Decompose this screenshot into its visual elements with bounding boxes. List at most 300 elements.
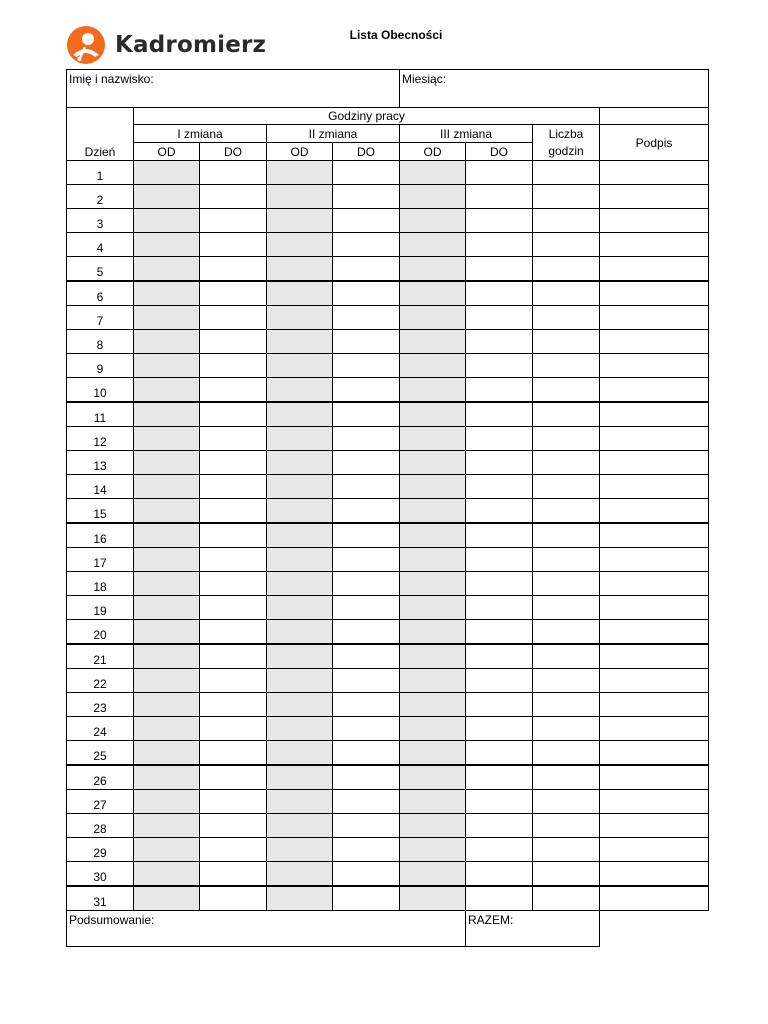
shift-1-to-cell[interactable] <box>200 330 267 354</box>
summary-row <box>67 911 709 947</box>
shift-3-from-cell[interactable] <box>400 306 466 330</box>
signature-cell[interactable] <box>600 233 709 257</box>
day-number: 7 <box>67 306 134 330</box>
shift-1-to-cell[interactable] <box>200 862 267 887</box>
shift-3-from-cell[interactable] <box>400 862 466 887</box>
shift-2-from-cell[interactable] <box>267 306 333 330</box>
shift-1-from-cell[interactable] <box>134 669 200 693</box>
shift-3-to-cell[interactable] <box>466 161 533 185</box>
day-row <box>67 354 709 378</box>
shift-3-from-cell[interactable] <box>400 499 466 524</box>
shift-1-to-cell[interactable] <box>200 548 267 572</box>
shift-2-to-cell[interactable] <box>333 717 400 741</box>
signature-cell[interactable] <box>600 427 709 451</box>
hours-count-cell[interactable] <box>533 596 600 620</box>
shift-1-to-cell[interactable] <box>200 596 267 620</box>
signature-cell[interactable] <box>600 451 709 475</box>
name-label: Imię i nazwisko: <box>69 72 154 86</box>
summary-field[interactable] <box>67 911 466 947</box>
day-row <box>67 693 709 717</box>
shift-1-from-cell[interactable] <box>134 209 200 233</box>
hours-count-cell[interactable] <box>533 427 600 451</box>
shift-1-to-cell[interactable] <box>200 620 267 645</box>
shift-2-to-cell[interactable] <box>333 765 400 790</box>
shift-1-from-cell[interactable] <box>134 185 200 209</box>
day-header: Dzień <box>67 108 134 161</box>
shift-3-to-cell[interactable] <box>466 596 533 620</box>
day-row <box>67 669 709 693</box>
shift-2-from-cell[interactable] <box>267 838 333 862</box>
day-number: 9 <box>67 354 134 378</box>
signature-cell[interactable] <box>600 281 709 306</box>
shift-2-from-cell[interactable] <box>267 475 333 499</box>
shift-2-from-cell[interactable] <box>267 427 333 451</box>
shift-3-from-cell[interactable] <box>400 596 466 620</box>
day-row <box>67 790 709 814</box>
month-field[interactable] <box>400 70 709 108</box>
shift-2-to-cell[interactable] <box>333 572 400 596</box>
signature-cell[interactable] <box>600 620 709 645</box>
shift-1-to-cell[interactable] <box>200 185 267 209</box>
shift-1-from-cell[interactable] <box>134 354 200 378</box>
shift-1-from-cell[interactable] <box>134 862 200 887</box>
shift-1-from-cell[interactable] <box>134 644 200 669</box>
shift-2-to-header: DO <box>333 143 400 161</box>
work-hours-header: Godziny pracy <box>134 108 600 125</box>
day-row <box>67 257 709 282</box>
shift-3-to-cell[interactable] <box>466 741 533 766</box>
shift-1-to-cell[interactable] <box>200 306 267 330</box>
day-number: 16 <box>67 523 134 548</box>
shift-3-from-cell[interactable] <box>400 402 466 427</box>
shift-1-to-cell[interactable] <box>200 475 267 499</box>
hours-count-cell[interactable] <box>533 499 600 524</box>
shift-2-to-cell[interactable] <box>333 209 400 233</box>
shift-3-from-cell[interactable] <box>400 717 466 741</box>
shift-2-to-cell[interactable] <box>333 475 400 499</box>
shift-1-from-cell[interactable] <box>134 451 200 475</box>
shift-3-to-cell[interactable] <box>466 765 533 790</box>
shift-3-to-cell[interactable] <box>466 402 533 427</box>
signature-cell[interactable] <box>600 741 709 766</box>
signature-cell[interactable] <box>600 572 709 596</box>
shift-3-to-cell[interactable] <box>466 427 533 451</box>
shift-2-to-cell[interactable] <box>333 669 400 693</box>
shift-3-from-cell[interactable] <box>400 354 466 378</box>
hours-count-cell[interactable] <box>533 378 600 403</box>
header-blank <box>600 108 709 125</box>
shift-2-from-cell[interactable] <box>267 354 333 378</box>
shift-3-to-cell[interactable] <box>466 886 533 911</box>
shift-2-to-cell[interactable] <box>333 548 400 572</box>
shift-1-to-cell[interactable] <box>200 765 267 790</box>
shift-1-to-cell[interactable] <box>200 693 267 717</box>
shift-2-from-cell[interactable] <box>267 765 333 790</box>
shift-2-to-cell[interactable] <box>333 427 400 451</box>
shift-1-from-cell[interactable] <box>134 523 200 548</box>
shift-2-to-cell[interactable] <box>333 523 400 548</box>
shift-3-from-cell[interactable] <box>400 572 466 596</box>
shift-1-from-cell[interactable] <box>134 693 200 717</box>
signature-cell[interactable] <box>600 185 709 209</box>
day-number: 10 <box>67 378 134 403</box>
shift-2-from-cell[interactable] <box>267 669 333 693</box>
shift-2-from-cell[interactable] <box>267 741 333 766</box>
shift-2-to-cell[interactable] <box>333 814 400 838</box>
shift-3-from-cell[interactable] <box>400 475 466 499</box>
hours-count-cell[interactable] <box>533 354 600 378</box>
month-label: Miesiąc: <box>402 72 447 86</box>
shift-2-to-cell[interactable] <box>333 596 400 620</box>
shift-2-from-cell[interactable] <box>267 257 333 282</box>
day-number: 15 <box>67 499 134 524</box>
shift-1-to-cell[interactable] <box>200 402 267 427</box>
shift-1-to-cell[interactable] <box>200 814 267 838</box>
signature-cell[interactable] <box>600 596 709 620</box>
shift-2-from-cell[interactable] <box>267 378 333 403</box>
day-number: 4 <box>67 233 134 257</box>
shift-2-from-cell[interactable] <box>267 451 333 475</box>
shift-3-to-cell[interactable] <box>466 233 533 257</box>
signature-cell[interactable] <box>600 669 709 693</box>
shift-3-to-cell[interactable] <box>466 185 533 209</box>
shift-3-from-cell[interactable] <box>400 523 466 548</box>
shift-1-to-cell[interactable] <box>200 669 267 693</box>
day-number: 25 <box>67 741 134 766</box>
shift-2-from-cell[interactable] <box>267 717 333 741</box>
shift-1-from-cell[interactable] <box>134 306 200 330</box>
shift-3-from-cell[interactable] <box>400 886 466 911</box>
shift-3-from-cell[interactable] <box>400 741 466 766</box>
signature-cell[interactable] <box>600 161 709 185</box>
hours-count-cell[interactable] <box>533 257 600 282</box>
shift-1-to-cell[interactable] <box>200 572 267 596</box>
shift-1-from-cell[interactable] <box>134 741 200 766</box>
shift-2-from-cell[interactable] <box>267 330 333 354</box>
shift-2-from-cell[interactable] <box>267 862 333 887</box>
shift-1-from-cell[interactable] <box>134 161 200 185</box>
shift-2-to-cell[interactable] <box>333 378 400 403</box>
shift-3-to-cell[interactable] <box>466 644 533 669</box>
day-number: 1 <box>67 161 134 185</box>
day-row <box>67 402 709 427</box>
brand-logo <box>65 25 266 65</box>
shift-1-to-cell[interactable] <box>200 644 267 669</box>
shift-1-from-cell[interactable] <box>134 814 200 838</box>
shift-1-from-cell[interactable] <box>134 475 200 499</box>
signature-cell[interactable] <box>600 886 709 911</box>
shift-2-to-cell[interactable] <box>333 306 400 330</box>
hours-count-cell[interactable] <box>533 161 600 185</box>
day-number: 30 <box>67 862 134 887</box>
shift-3-to-cell[interactable] <box>466 354 533 378</box>
shift-2-from-cell[interactable] <box>267 523 333 548</box>
shift-2-to-cell[interactable] <box>333 620 400 645</box>
shift-2-to-cell[interactable] <box>333 790 400 814</box>
shift-3-to-cell[interactable] <box>466 620 533 645</box>
shift-2-from-cell[interactable] <box>267 644 333 669</box>
hours-count-cell[interactable] <box>533 838 600 862</box>
shift-1-to-cell[interactable] <box>200 427 267 451</box>
shift-3-from-cell[interactable] <box>400 209 466 233</box>
hours-count-cell[interactable] <box>533 790 600 814</box>
shift-3-from-cell[interactable] <box>400 161 466 185</box>
shift-1-from-cell[interactable] <box>134 427 200 451</box>
hours-count-cell[interactable] <box>533 765 600 790</box>
shift-3-to-cell[interactable] <box>466 523 533 548</box>
shift-1-from-cell[interactable] <box>134 257 200 282</box>
shift-1-from-cell[interactable] <box>134 233 200 257</box>
shift-1-from-cell[interactable] <box>134 281 200 306</box>
shift-3-to-cell[interactable] <box>466 257 533 282</box>
shift-1-from-cell[interactable] <box>134 596 200 620</box>
shift-1-from-cell[interactable] <box>134 572 200 596</box>
shift-2-from-cell[interactable] <box>267 572 333 596</box>
signature-cell[interactable] <box>600 306 709 330</box>
shift-3-from-cell[interactable] <box>400 548 466 572</box>
shift-3-from-cell[interactable] <box>400 427 466 451</box>
day-row <box>67 233 709 257</box>
signature-cell[interactable] <box>600 838 709 862</box>
shift-1-to-cell[interactable] <box>200 523 267 548</box>
hours-count-cell[interactable] <box>533 741 600 766</box>
hours-count-cell[interactable] <box>533 644 600 669</box>
day-number: 8 <box>67 330 134 354</box>
shift-2-to-cell[interactable] <box>333 838 400 862</box>
total-label: RAZEM: <box>468 913 514 927</box>
shift-1-to-cell[interactable] <box>200 499 267 524</box>
signature-cell[interactable] <box>600 257 709 282</box>
signature-cell[interactable] <box>600 330 709 354</box>
day-number: 6 <box>67 281 134 306</box>
shift-2-to-cell[interactable] <box>333 161 400 185</box>
shift-3-to-cell[interactable] <box>466 451 533 475</box>
shift-3-from-cell[interactable] <box>400 814 466 838</box>
shift-2-to-cell[interactable] <box>333 644 400 669</box>
hours-count-cell[interactable] <box>533 475 600 499</box>
shift-3-from-cell[interactable] <box>400 185 466 209</box>
hours-count-cell[interactable] <box>533 717 600 741</box>
day-row <box>67 765 709 790</box>
shift-3-to-cell[interactable] <box>466 499 533 524</box>
hours-count-cell[interactable] <box>533 548 600 572</box>
shift-1-from-cell[interactable] <box>134 378 200 403</box>
shift-3-to-cell[interactable] <box>466 814 533 838</box>
day-row <box>67 185 709 209</box>
day-number: 3 <box>67 209 134 233</box>
shift-1-to-cell[interactable] <box>200 257 267 282</box>
shift-3-from-cell[interactable] <box>400 281 466 306</box>
day-number: 27 <box>67 790 134 814</box>
shift-2-from-cell[interactable] <box>267 402 333 427</box>
signature-cell[interactable] <box>600 475 709 499</box>
shift-2-from-cell[interactable] <box>267 790 333 814</box>
hours-count-cell[interactable] <box>533 185 600 209</box>
shift-2-from-cell[interactable] <box>267 886 333 911</box>
shift-2-from-cell[interactable] <box>267 185 333 209</box>
shift-3-from-cell[interactable] <box>400 838 466 862</box>
day-number: 31 <box>67 886 134 911</box>
summary-label: Podsumowanie: <box>69 913 155 927</box>
hours-count-cell[interactable] <box>533 281 600 306</box>
day-row <box>67 281 709 306</box>
shift-1-to-cell[interactable] <box>200 790 267 814</box>
shift-3-from-cell[interactable] <box>400 765 466 790</box>
day-number: 2 <box>67 185 134 209</box>
shift-3-from-cell[interactable] <box>400 620 466 645</box>
shift-3-to-cell[interactable] <box>466 838 533 862</box>
signature-cell[interactable] <box>600 790 709 814</box>
hours-count-cell[interactable] <box>533 306 600 330</box>
day-row <box>67 306 709 330</box>
shift-1-to-cell[interactable] <box>200 209 267 233</box>
signature-cell[interactable] <box>600 499 709 524</box>
signature-cell[interactable] <box>600 209 709 233</box>
signature-header: Podpis <box>600 125 709 161</box>
shift-2-to-cell[interactable] <box>333 233 400 257</box>
shift-1-to-cell[interactable] <box>200 838 267 862</box>
shift-2-from-cell[interactable] <box>267 233 333 257</box>
signature-cell[interactable] <box>600 814 709 838</box>
day-number: 11 <box>67 402 134 427</box>
shift-2-from-cell[interactable] <box>267 620 333 645</box>
shift-1-to-cell[interactable] <box>200 741 267 766</box>
shift-1-from-cell[interactable] <box>134 765 200 790</box>
signature-cell[interactable] <box>600 548 709 572</box>
hours-count-cell[interactable] <box>533 330 600 354</box>
hours-count-cell[interactable] <box>533 233 600 257</box>
shift-2-from-cell[interactable] <box>267 693 333 717</box>
shift-1-from-cell[interactable] <box>134 620 200 645</box>
hours-count-cell[interactable] <box>533 620 600 645</box>
signature-cell[interactable] <box>600 765 709 790</box>
shift-2-to-cell[interactable] <box>333 741 400 766</box>
hours-count-cell[interactable] <box>533 572 600 596</box>
total-field[interactable] <box>466 911 600 947</box>
hours-count-header-bottom: godzin <box>533 143 600 161</box>
shift-2-to-cell[interactable] <box>333 451 400 475</box>
shift-2-from-cell[interactable] <box>267 161 333 185</box>
shift-1-from-cell[interactable] <box>134 886 200 911</box>
shift-3-from-cell[interactable] <box>400 330 466 354</box>
day-number: 17 <box>67 548 134 572</box>
hours-count-cell[interactable] <box>533 814 600 838</box>
shift-3-from-cell[interactable] <box>400 790 466 814</box>
shift-1-to-cell[interactable] <box>200 451 267 475</box>
shift-3-to-cell[interactable] <box>466 378 533 403</box>
shift-3-from-header: OD <box>400 143 466 161</box>
shift-2-from-cell[interactable] <box>267 209 333 233</box>
shift-2-from-cell[interactable] <box>267 499 333 524</box>
shift-3-to-header: DO <box>466 143 533 161</box>
signature-cell[interactable] <box>600 402 709 427</box>
shift-1-to-cell[interactable] <box>200 161 267 185</box>
shift-2-to-cell[interactable] <box>333 281 400 306</box>
signature-cell[interactable] <box>600 862 709 887</box>
shift-1-to-cell[interactable] <box>200 354 267 378</box>
shift-2-from-cell[interactable] <box>267 548 333 572</box>
day-number: 21 <box>67 644 134 669</box>
kadromierz-logo-icon <box>65 25 109 65</box>
shift-2-to-cell[interactable] <box>333 499 400 524</box>
day-number: 12 <box>67 427 134 451</box>
shift-3-from-cell[interactable] <box>400 233 466 257</box>
shift-2-to-cell[interactable] <box>333 257 400 282</box>
shift-2-from-cell[interactable] <box>267 281 333 306</box>
shift-2-to-cell[interactable] <box>333 693 400 717</box>
shift-1-from-cell[interactable] <box>134 499 200 524</box>
shift-3-from-cell[interactable] <box>400 693 466 717</box>
name-field[interactable] <box>67 70 400 108</box>
signature-cell[interactable] <box>600 693 709 717</box>
shift-3-from-cell[interactable] <box>400 378 466 403</box>
shift-1-to-cell[interactable] <box>200 378 267 403</box>
shift-3-to-cell[interactable] <box>466 281 533 306</box>
hours-count-cell[interactable] <box>533 886 600 911</box>
shift-1-to-header: DO <box>200 143 267 161</box>
shift-3-to-cell[interactable] <box>466 306 533 330</box>
shift-3-to-cell[interactable] <box>466 330 533 354</box>
hours-count-cell[interactable] <box>533 402 600 427</box>
shift-1-to-cell[interactable] <box>200 233 267 257</box>
shift-3-from-cell[interactable] <box>400 451 466 475</box>
shift-1-from-cell[interactable] <box>134 838 200 862</box>
hours-count-cell[interactable] <box>533 523 600 548</box>
shift-2-to-cell[interactable] <box>333 862 400 887</box>
shift-2-from-cell[interactable] <box>267 596 333 620</box>
shift-1-to-cell[interactable] <box>200 281 267 306</box>
shift-3-from-cell[interactable] <box>400 669 466 693</box>
shift-3-to-cell[interactable] <box>466 209 533 233</box>
shift-2-to-cell[interactable] <box>333 185 400 209</box>
hours-count-cell[interactable] <box>533 451 600 475</box>
shift-3-to-cell[interactable] <box>466 790 533 814</box>
shift-3-to-cell[interactable] <box>466 693 533 717</box>
shift-2-to-cell[interactable] <box>333 354 400 378</box>
hours-count-cell[interactable] <box>533 862 600 887</box>
hours-count-cell[interactable] <box>533 209 600 233</box>
shift-3-from-cell[interactable] <box>400 257 466 282</box>
shift-3-to-cell[interactable] <box>466 862 533 887</box>
shift-2-to-cell[interactable] <box>333 330 400 354</box>
shift-1-from-cell[interactable] <box>134 330 200 354</box>
signature-cell[interactable] <box>600 354 709 378</box>
shift-3-to-cell[interactable] <box>466 717 533 741</box>
signature-cell[interactable] <box>600 523 709 548</box>
shift-1-from-cell[interactable] <box>134 548 200 572</box>
shift-3-to-cell[interactable] <box>466 572 533 596</box>
signature-cell[interactable] <box>600 717 709 741</box>
shift-2-to-cell[interactable] <box>333 886 400 911</box>
hours-count-cell[interactable] <box>533 693 600 717</box>
shift-2-to-cell[interactable] <box>333 402 400 427</box>
shift-1-from-cell[interactable] <box>134 790 200 814</box>
shift-1-to-cell[interactable] <box>200 717 267 741</box>
signature-cell[interactable] <box>600 378 709 403</box>
hours-count-cell[interactable] <box>533 669 600 693</box>
header-row-1 <box>67 108 709 125</box>
shift-3-to-cell[interactable] <box>466 669 533 693</box>
shift-1-from-cell[interactable] <box>134 717 200 741</box>
shift-1-from-cell[interactable] <box>134 402 200 427</box>
shift-3-from-cell[interactable] <box>400 644 466 669</box>
shift-3-to-cell[interactable] <box>466 548 533 572</box>
summary-blank <box>600 911 709 947</box>
shift-1-to-cell[interactable] <box>200 886 267 911</box>
shift-3-to-cell[interactable] <box>466 475 533 499</box>
shift-2-from-cell[interactable] <box>267 814 333 838</box>
signature-cell[interactable] <box>600 644 709 669</box>
